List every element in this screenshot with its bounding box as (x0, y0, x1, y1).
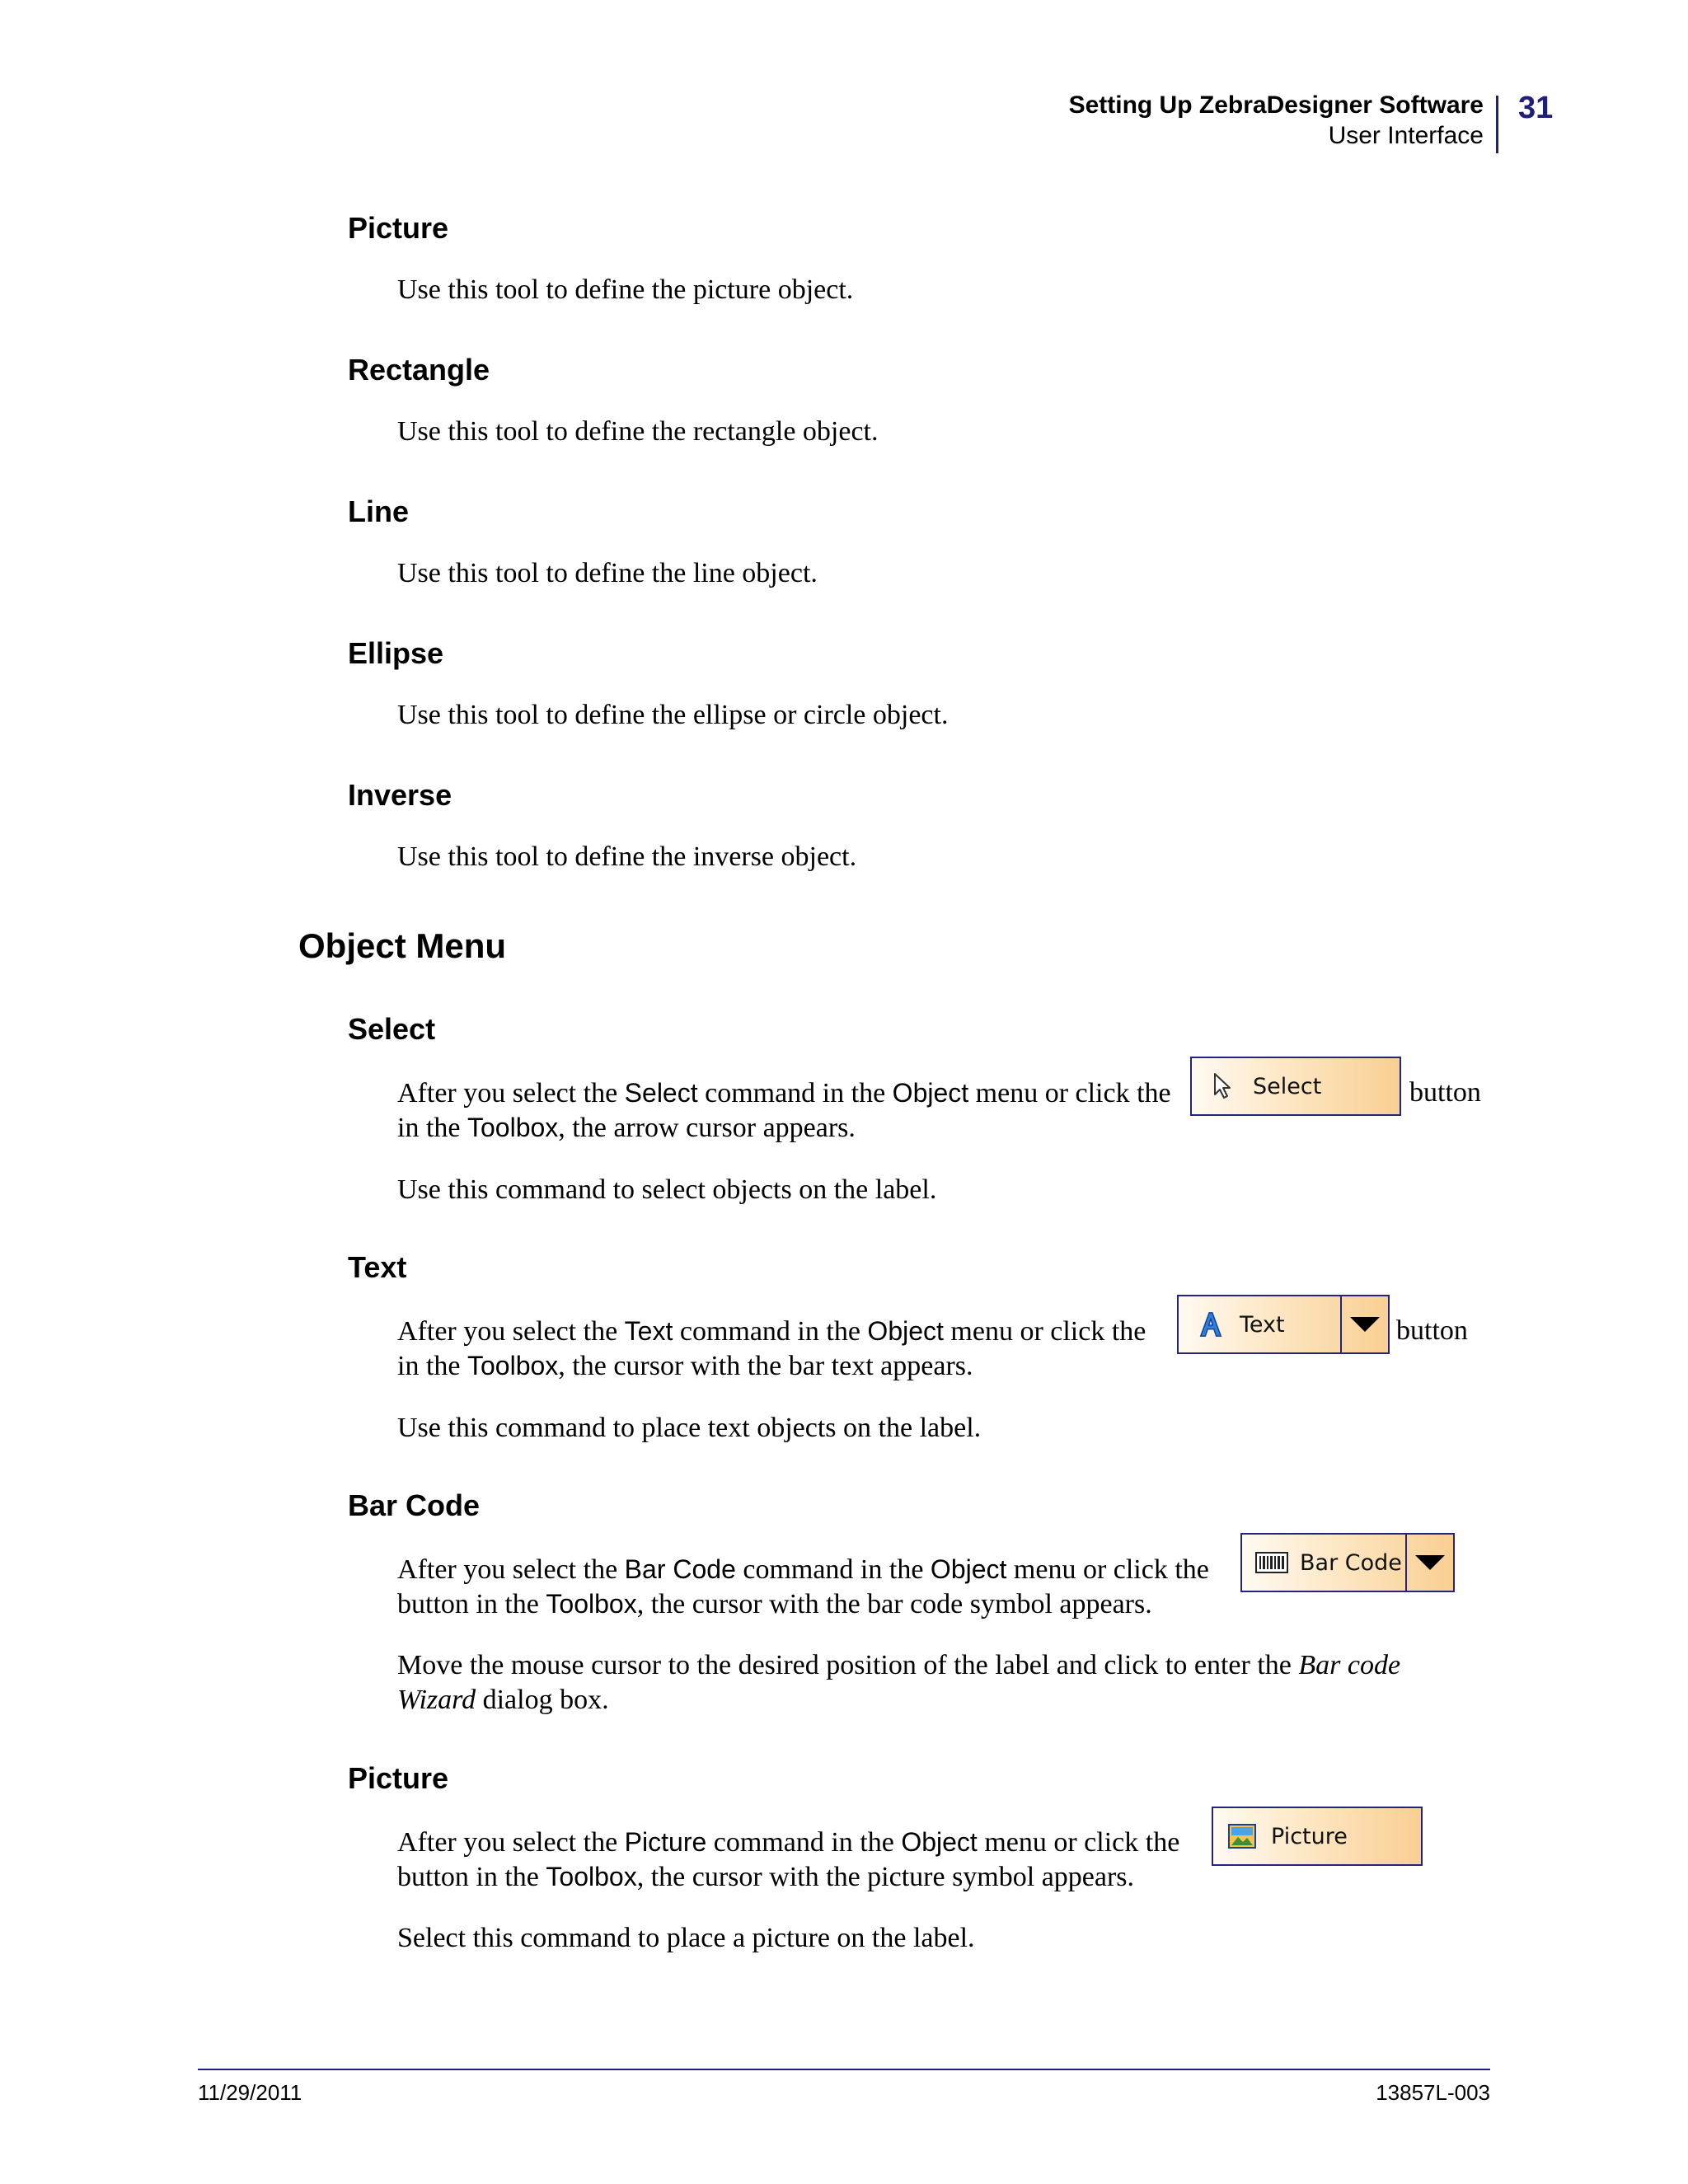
barcode-paragraph-2-line2: Wizard dialog box. (397, 1685, 609, 1715)
text-paragraph-line2: in the Toolbox, the cursor with the bar text appears. (397, 1351, 973, 1381)
picture-tool-button[interactable] (1212, 1807, 1423, 1866)
object-heading-picture: Picture (348, 1761, 449, 1795)
object-heading-text: Text (348, 1250, 407, 1284)
text-paragraph-2: Use this command to place text objects on the label. (397, 1413, 982, 1443)
barcode-tool-button-label: Bar Code (1300, 1549, 1402, 1576)
barcode-tool-dropdown-arrow[interactable] (1405, 1535, 1453, 1591)
header-divider (1496, 96, 1498, 153)
picture-paragraph-line1: After you select the Picture command in the Object menu or click the (397, 1827, 1180, 1858)
footer-divider (198, 2069, 1490, 2070)
picture-tool-button-label: Picture (1271, 1823, 1348, 1849)
tool-heading-inverse: Inverse (348, 778, 452, 812)
picture-paragraph-2: Select this command to place a picture on the label. (397, 1923, 975, 1953)
tool-heading-line: Line (348, 494, 410, 528)
barcode-icon (1255, 1549, 1288, 1577)
text-tool-dropdown-arrow[interactable] (1340, 1296, 1388, 1352)
tool-description-picture: Use this tool to define the picture object. (397, 274, 854, 305)
text-tool-button[interactable] (1177, 1295, 1390, 1354)
picture-paragraph-line2: button in the Toolbox, the cursor with the picture symbol appears. (397, 1862, 1135, 1892)
tool-description-rectangle: Use this tool to define the rectangle object. (397, 416, 879, 447)
text-paragraph-button-word: button (1396, 1315, 1468, 1346)
tool-heading-ellipse: Ellipse (348, 636, 444, 670)
picture-icon (1228, 1822, 1256, 1850)
footer-document-number: 13857L-003 (1376, 2080, 1490, 2105)
select-paragraph-2: Use this command to select objects on the label. (397, 1174, 937, 1205)
text-a-icon (1197, 1310, 1225, 1338)
select-paragraph-line1: After you select the Select command in the Object menu or click the (397, 1078, 1171, 1108)
barcode-tool-button[interactable] (1240, 1533, 1455, 1592)
select-tool-button[interactable] (1190, 1057, 1401, 1116)
select-paragraph-line2: in the Toolbox, the arrow cursor appears. (397, 1113, 856, 1143)
select-tool-button-label: Select (1253, 1073, 1322, 1099)
select-paragraph-button-word: button (1409, 1077, 1481, 1108)
tool-heading-rectangle: Rectangle (348, 353, 490, 387)
text-paragraph-line1: After you select the Text command in the Object menu or click the (397, 1316, 1146, 1347)
header-chapter-title: Setting Up ZebraDesigner Software (1068, 91, 1484, 119)
chevron-down-icon (1415, 1555, 1445, 1570)
tool-description-inverse: Use this tool to define the inverse object. (397, 841, 857, 872)
tool-description-ellipse: Use this tool to define the ellipse or circle object. (397, 700, 949, 730)
object-heading-barcode: Bar Code (348, 1488, 481, 1522)
header-section-title: User Interface (1328, 122, 1484, 149)
page-number: 31 (1518, 91, 1554, 125)
section-title-object-menu: Object Menu (298, 926, 507, 965)
barcode-paragraph-2-line1: Move the mouse cursor to the desired position of the label and click to enter the Bar code (397, 1650, 1401, 1680)
text-tool-button-label: Text (1240, 1311, 1285, 1338)
chevron-down-icon (1350, 1317, 1380, 1332)
tool-heading-picture: Picture (348, 211, 449, 245)
object-heading-select: Select (348, 1012, 436, 1046)
arrow-cursor-icon (1210, 1072, 1238, 1100)
barcode-paragraph-line1: After you select the Bar Code command in the Object menu or click the (397, 1554, 1209, 1585)
tool-description-line: Use this tool to define the line object. (397, 558, 818, 588)
footer-date: 11/29/2011 (198, 2080, 302, 2105)
barcode-paragraph-line2: button in the Toolbox, the cursor with the bar code symbol appears. (397, 1589, 1152, 1619)
